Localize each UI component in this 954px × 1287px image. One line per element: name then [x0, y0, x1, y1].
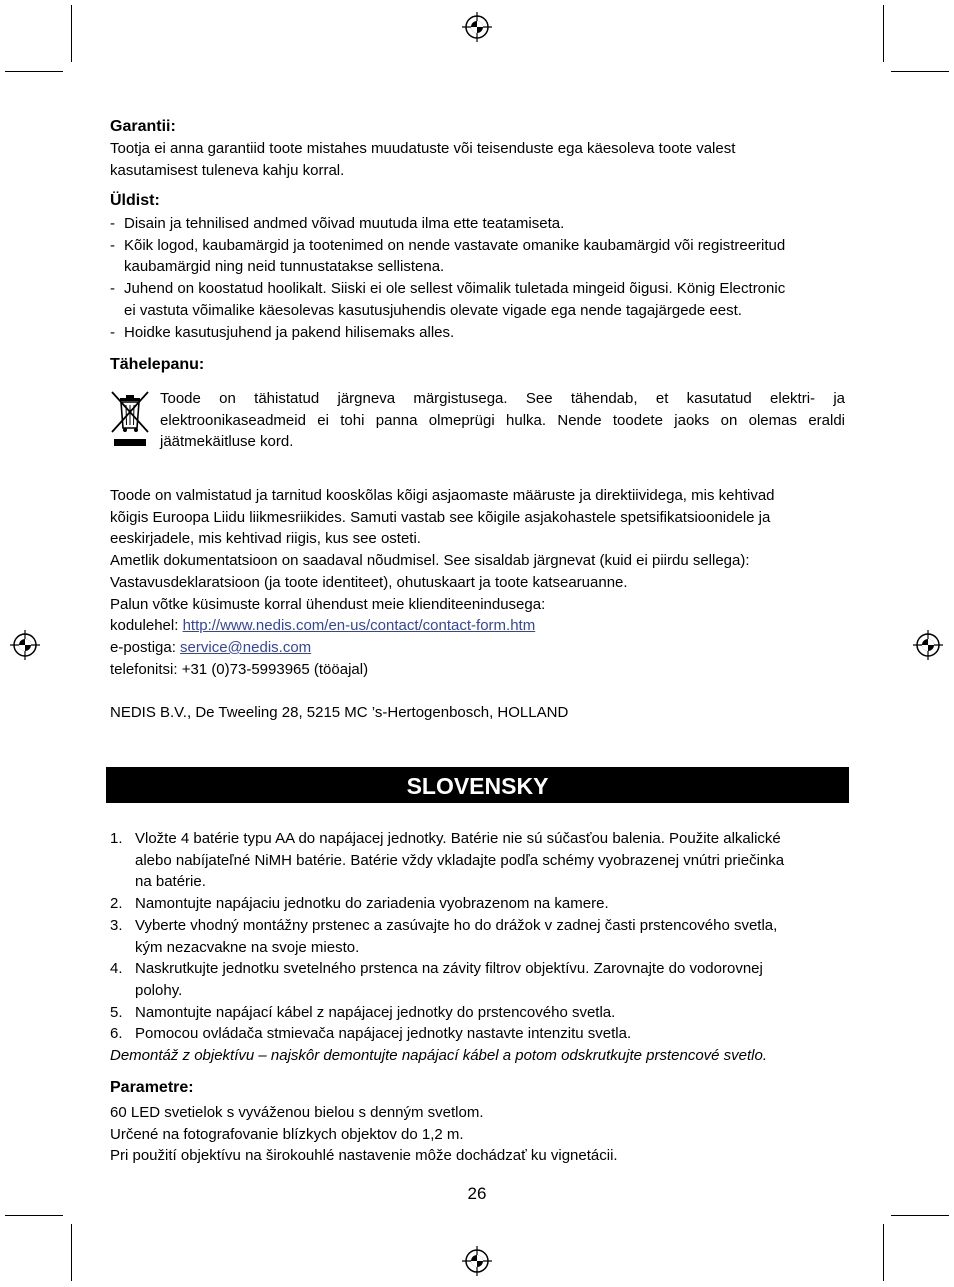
text-line: eeskirjadele, mis kehtivad riigis, kus see osteti.	[110, 530, 421, 548]
text-line: Ametlik dokumentatsioon on saadaval nõudmisel. See sisaldab järgnevat (kuid ei piirdu sellega):	[110, 552, 750, 570]
section-steps	[110, 828, 846, 1067]
list-item: - Kõik logod, kaubamärgid ja tootenimed on nende vastavate omanike kaubamärgid või registreeritud kaubamärgid ning neid tunnustatakse sellistena.	[110, 235, 846, 278]
list-item: 2. Namontujte napájaciu jednotku do zariadenia vyobrazenom na kamere.	[110, 895, 609, 913]
registration-mark-icon	[462, 1246, 492, 1276]
list-item: 4. Naskrutkujte jednotku svetelného prstenca na závity filtrov objektívu. Zarovnajte do vodorovnej polohy.	[110, 960, 763, 999]
crop-mark	[71, 5, 72, 62]
weee-notice	[160, 388, 845, 453]
section-heading: Parametre:	[110, 1079, 194, 1096]
text-line: elektroonikaseadmeid ei tohi panna olmeprügi hulka. Nende toodete jaoks on olemas eraldi	[160, 411, 845, 429]
removal-note: Demontáž z objektívu – najskôr demontujte napájací kábel a potom odskrutkujte prstencové svetlo.	[110, 1047, 768, 1065]
text-line: 60 LED svetielok s vyváženou bielou s denným svetlom.	[110, 1104, 484, 1121]
steps-list	[110, 828, 846, 1045]
section-heading: Garantii:	[110, 118, 176, 135]
text-line: Tootja ei anna garantiid toote mistahes muudatuste või teisenduste ega käesoleva toote valest	[110, 140, 736, 157]
general-list	[110, 213, 846, 343]
section-tahelepanu	[110, 354, 846, 376]
text-line: jäätmekäitluse kord.	[160, 433, 294, 451]
website-link[interactable]: http://www.nedis.com/en-us/contact/contact-form.htm	[182, 617, 536, 635]
text-line: Toode on valmistatud ja tarnitud kooskõlas kõigi asjaomaste määruste ja direktiividega, mis kehtivad	[110, 487, 775, 504]
crop-mark	[5, 1215, 63, 1216]
registration-mark-icon	[913, 630, 943, 660]
address-line: NEDIS B.V., De Tweeling 28, 5215 MC ’s-Hertogenbosch, HOLLAND	[110, 704, 569, 722]
crop-mark	[5, 71, 63, 72]
crop-mark	[883, 1224, 884, 1281]
language-banner: SLOVENSKY	[106, 767, 849, 803]
text-line: Vastavusdeklaratsioon (ja toote identiteet), ohutuskaart ja toote katsearuanne.	[110, 573, 628, 591]
list-item: - Juhend on koostatud hoolikalt. Siiski ei ole sellest võimalik tuletada mingeid õigusi. König Electronic ei vastuta võimalike käesolevas kasutusjuhendis olevate vigade ega nende tagajärgede eest.	[110, 278, 846, 321]
weee-bin-icon	[110, 390, 150, 448]
email-link[interactable]: service@nedis.com	[180, 638, 312, 656]
section-parametre	[110, 1077, 846, 1167]
list-item: - Hoidke kasutusjuhend ja pakend hilisemaks alles.	[110, 322, 846, 344]
text-line: Palun võtke küsimuste korral ühendust meie klienditeenindusega:	[110, 595, 546, 613]
section-heading: Üldist:	[110, 192, 160, 209]
text-line: Pri použití objektívu na širokouhlé nastavenie môže dochádzať ku vignetácii.	[110, 1147, 618, 1165]
website-label: kodulehel:	[110, 617, 183, 635]
text-line: Toode on tähistatud järgneva märgistusega. See tähendab, et kasutatud elektri- ja	[160, 390, 845, 407]
list-item: 1. Vložte 4 batérie typu AA do napájacej jednotky. Batérie nie sú súčasťou balenia. Použite alkalické alebo nabíjateľné NiMH batérie. Batérie vždy vkladajte podľa schémy vyobrazenej vnútri priečinka na batérie.	[110, 830, 785, 891]
phone-line: telefonitsi: +31 (0)73-5993965 (tööajal)	[110, 660, 369, 678]
website-line	[110, 615, 846, 637]
crop-mark	[883, 5, 884, 62]
list-item: 6. Pomocou ovládača stmievača napájacej jednotky nastavte intenzitu svetla.	[110, 1025, 632, 1043]
section-garantii	[110, 116, 846, 181]
text-line: Určené na fotografovanie blízkych objektov do 1,2 m.	[110, 1125, 464, 1143]
crop-mark	[891, 71, 949, 72]
page-number: 26	[467, 1184, 487, 1203]
crop-mark	[71, 1224, 72, 1281]
section-heading: Tähelepanu:	[110, 356, 205, 373]
list-item: 3. Vyberte vhodný montážny prstenec a zasúvajte ho do drážok v zadnej časti prstencového svetla, kým nezacvakne na svoje miesto.	[110, 916, 778, 956]
section-uldist	[110, 190, 846, 343]
text-line: kõigis Euroopa Liidu liikmesriikides. Samuti vastab see kõigile asjakohastele spetsifikatsioonidele ja	[110, 508, 771, 526]
registration-mark-icon	[462, 12, 492, 42]
email-label: e-postiga:	[110, 638, 181, 656]
email-line	[110, 637, 846, 659]
list-item: - Disain ja tehnilised andmed võivad muutuda ilma ette teatamiseta.	[110, 213, 846, 235]
crop-mark	[891, 1215, 949, 1216]
registration-mark-icon	[10, 630, 40, 660]
text-line: kasutamisest tuleneva kahju korral.	[110, 161, 345, 179]
section-compliance	[110, 485, 846, 724]
list-item: 5. Namontujte napájací kábel z napájacej jednotky do prstencového svetla.	[110, 1003, 616, 1021]
